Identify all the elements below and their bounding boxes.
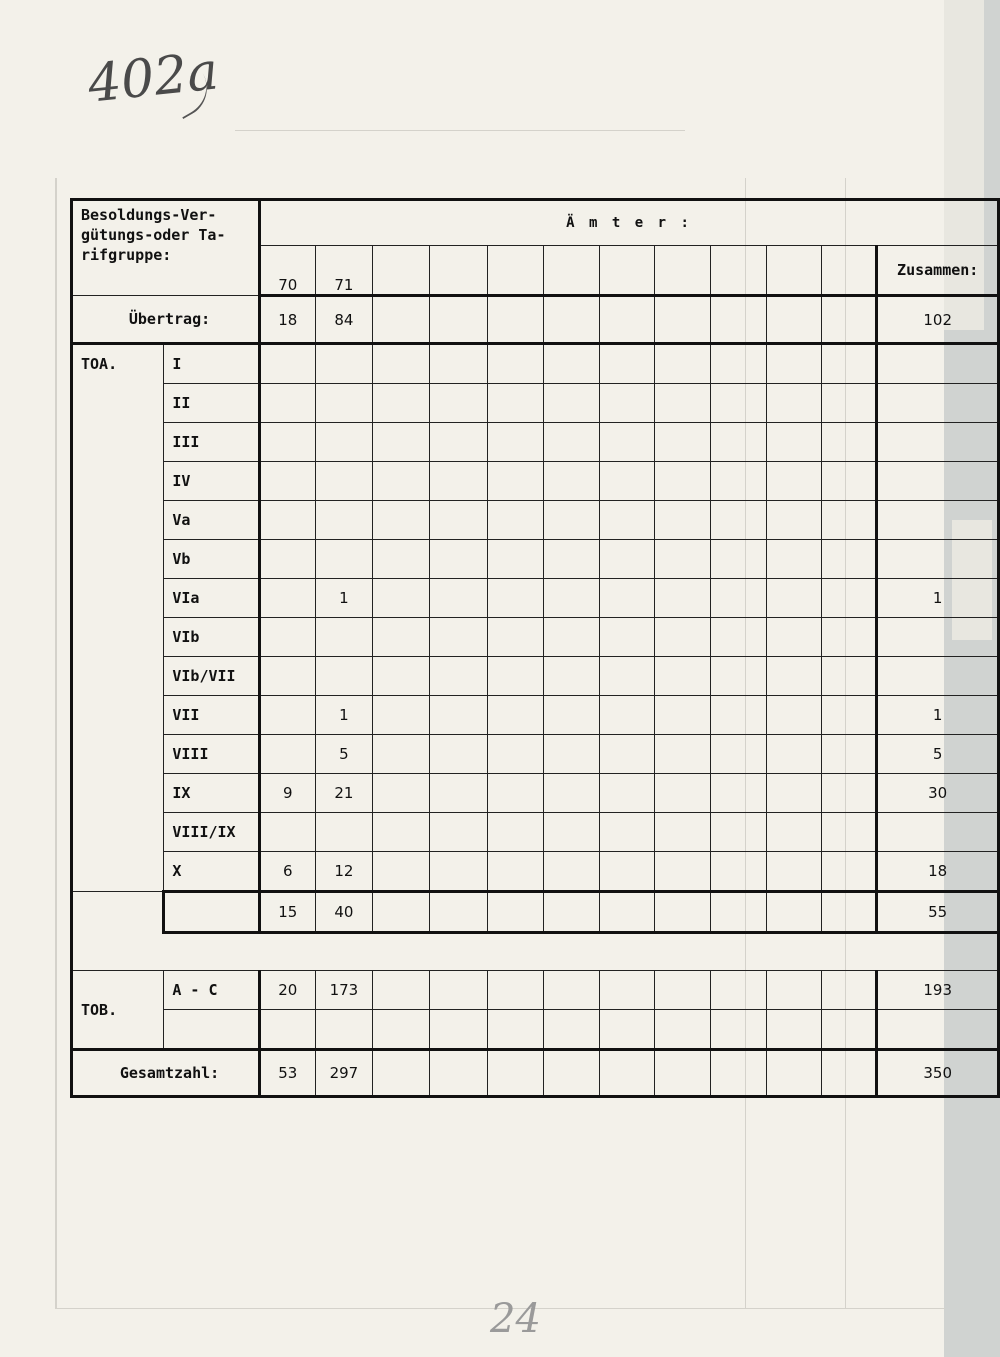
toa-row (72, 423, 999, 462)
uebertrag-70: 18 (260, 296, 316, 344)
toa-total (877, 384, 999, 423)
gesamt-70: 53 (260, 1050, 316, 1097)
toa-group: VII (164, 696, 260, 735)
toa-subtotal-70: 15 (260, 892, 316, 933)
toa-row (72, 540, 999, 579)
toa-cell-70: 6 (260, 852, 316, 892)
toa-group: IV (164, 462, 260, 501)
toa-group: VIa (164, 579, 260, 618)
toa-cell-70 (260, 344, 316, 384)
toa-group: I (164, 344, 260, 384)
toa-row (72, 579, 999, 618)
toa-subtotal-71: 40 (315, 892, 373, 933)
column-header-71: 71 (315, 246, 373, 296)
uebertrag-label: Übertrag: (72, 296, 260, 344)
toa-group: VIII/IX (164, 813, 260, 852)
toa-row (72, 462, 999, 501)
toa-cell-71 (315, 657, 373, 696)
toa-cell-71 (315, 462, 373, 501)
toa-row (72, 618, 999, 657)
toa-cell-71: 1 (315, 579, 373, 618)
toa-cell-70 (260, 462, 316, 501)
toa-cell-70 (260, 579, 316, 618)
toa-cell-71: 1 (315, 696, 373, 735)
toa-group: IX (164, 774, 260, 813)
toa-row (72, 501, 999, 540)
uebertrag-total: 102 (877, 296, 999, 344)
toa-row (72, 813, 999, 852)
toa-row (72, 384, 999, 423)
toa-group: X (164, 852, 260, 892)
tob-row (72, 971, 999, 1010)
toa-cell-70 (260, 696, 316, 735)
toa-cell-71: 5 (315, 735, 373, 774)
toa-subtotal-total: 55 (877, 892, 999, 933)
tob-71: 173 (315, 971, 373, 1010)
toa-cell-71 (315, 540, 373, 579)
toa-cell-70 (260, 813, 316, 852)
toa-label: TOA. (72, 344, 164, 892)
toa-total (877, 813, 999, 852)
toa-cell-71 (315, 618, 373, 657)
toa-row (72, 657, 999, 696)
gesamt-row (72, 1050, 999, 1097)
column-header-70: 70 (260, 246, 316, 296)
toa-row (72, 852, 999, 892)
toa-total: 30 (877, 774, 999, 813)
toa-total: 1 (877, 579, 999, 618)
toa-total (877, 501, 999, 540)
spacer-row (72, 933, 999, 971)
toa-cell-71 (315, 384, 373, 423)
personnel-table (70, 198, 1000, 1098)
toa-cell-70 (260, 735, 316, 774)
gesamt-71: 297 (315, 1050, 373, 1097)
toa-cell-70 (260, 540, 316, 579)
toa-group: Va (164, 501, 260, 540)
bleed-through-line (55, 178, 57, 1308)
toa-cell-71: 12 (315, 852, 373, 892)
page-number: 24 (490, 1296, 541, 1342)
toa-group: VIII (164, 735, 260, 774)
toa-subtotal-row (72, 892, 999, 933)
tob-group: A - C (164, 971, 260, 1010)
toa-row (72, 696, 999, 735)
toa-cell-71 (315, 501, 373, 540)
uebertrag-71: 84 (315, 296, 373, 344)
toa-cell-71 (315, 813, 373, 852)
toa-row (72, 735, 999, 774)
toa-total: 5 (877, 735, 999, 774)
toa-total (877, 344, 999, 384)
archive-number: 402a (85, 41, 222, 115)
toa-group: II (164, 384, 260, 423)
toa-cell-70 (260, 384, 316, 423)
bleed-through-line (235, 130, 685, 131)
gesamt-label: Gesamtzahl: (72, 1050, 260, 1097)
tob-total: 193 (877, 971, 999, 1010)
toa-cell-70 (260, 501, 316, 540)
amter-header: Ä m t e r : (260, 200, 999, 246)
toa-group: Vb (164, 540, 260, 579)
toa-total (877, 423, 999, 462)
toa-total (877, 657, 999, 696)
toa-cell-70 (260, 657, 316, 696)
toa-cell-70: 9 (260, 774, 316, 813)
toa-total (877, 540, 999, 579)
toa-cell-71 (315, 344, 373, 384)
tob-70: 20 (260, 971, 316, 1010)
toa-cell-70 (260, 618, 316, 657)
toa-total: 1 (877, 696, 999, 735)
toa-total (877, 618, 999, 657)
tob-label: TOB. (72, 971, 164, 1050)
toa-total (877, 462, 999, 501)
toa-row (72, 774, 999, 813)
group-header: Besoldungs-Ver- gütungs-oder Ta- rifgruppe: (72, 200, 260, 296)
toa-cell-71 (315, 423, 373, 462)
toa-cell-71: 21 (315, 774, 373, 813)
toa-row (72, 344, 999, 384)
toa-cell-70 (260, 423, 316, 462)
zusammen-header: Zusammen: (877, 246, 999, 296)
gesamt-total: 350 (877, 1050, 999, 1097)
toa-group: III (164, 423, 260, 462)
uebertrag-row (72, 296, 999, 344)
toa-group: VIb (164, 618, 260, 657)
toa-group: VIb/VII (164, 657, 260, 696)
toa-total: 18 (877, 852, 999, 892)
